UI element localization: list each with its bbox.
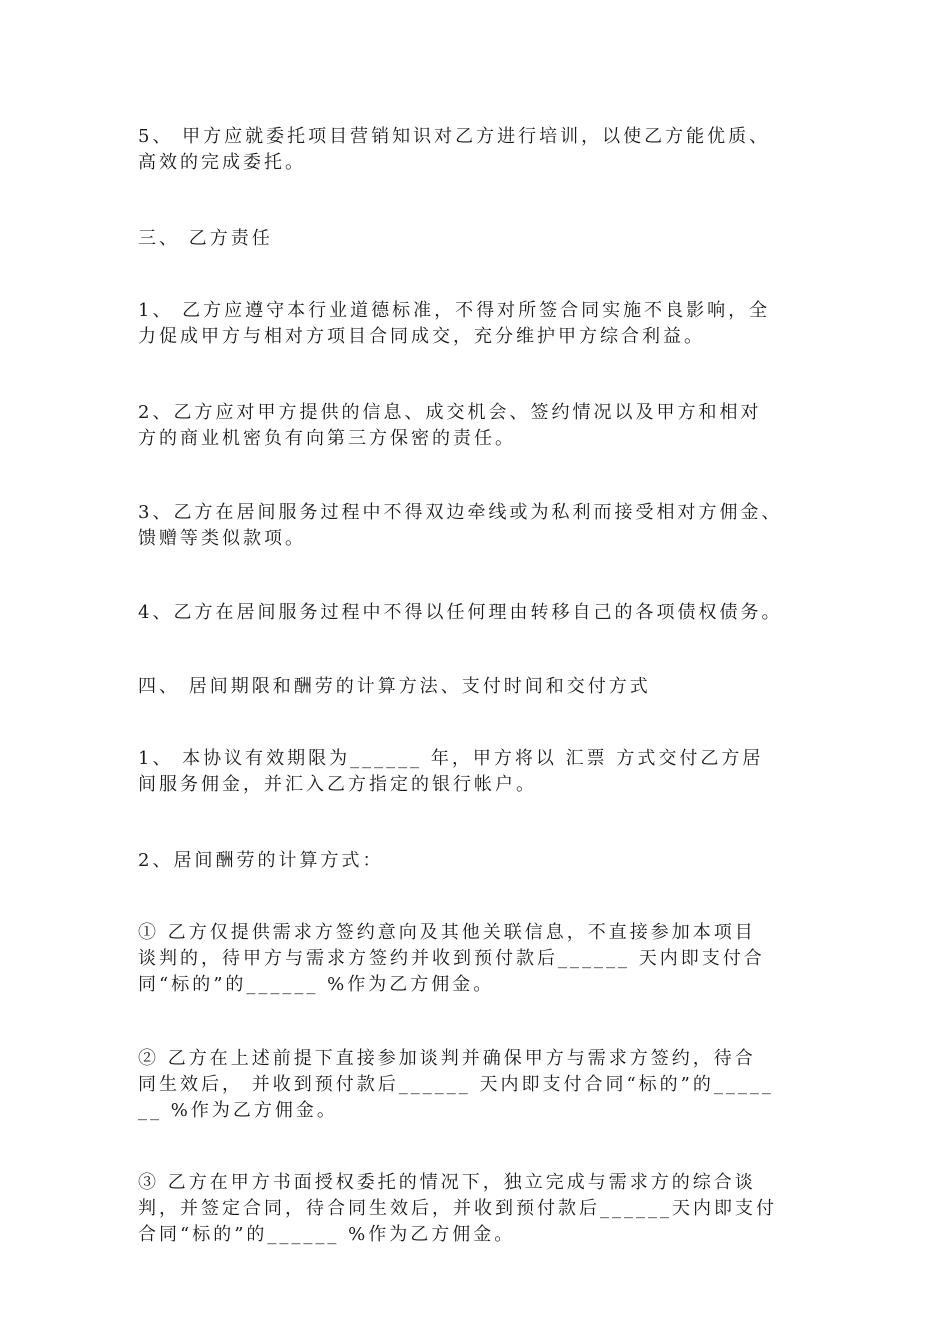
paragraph-option-3: [138, 1170, 828, 1248]
text-line: 馈赠等类似款项。: [138, 528, 306, 549]
text-line: 1、 乙方应遵守本行业道德标准，不得对所签合同实施不良影响，全: [138, 300, 771, 321]
text-line: 判，并签定合同，待合同生效后，并收到预付款后______天内即支付: [138, 1198, 777, 1219]
paragraph-validity: [138, 746, 828, 798]
text-line: 2、居间酬劳的计算方式：: [138, 850, 384, 871]
paragraph-confidentiality: [138, 400, 828, 452]
text-line: ③ 乙方在甲方书面授权委托的情况下，独立完成与需求方的综合谈: [138, 1172, 756, 1193]
text-line: __ %作为乙方佣金。: [138, 1100, 338, 1121]
paragraph-debts: [138, 600, 828, 626]
section-heading-term-and-payment: [138, 674, 828, 700]
text-line: 5、 甲方应就委托项目营销知识对乙方进行培训，以使乙方能优质、: [138, 126, 771, 147]
paragraph-option-2: [138, 1046, 828, 1124]
text-line: 4、乙方在居间服务过程中不得以任何理由转移自己的各项债权债务。: [138, 602, 783, 623]
paragraph-option-1: [138, 920, 828, 998]
text-line: ② 乙方在上述前提下直接参加谈判并确保甲方与需求方签约，待合: [138, 1048, 756, 1069]
text-line: ① 乙方仅提供需求方签约意向及其他关联信息，不直接参加本项目: [138, 922, 756, 943]
text-line: 2、乙方应对甲方提供的信息、成交机会、签约情况以及甲方和相对: [138, 402, 762, 423]
paragraph-training: [138, 124, 828, 176]
paragraph-ethics: [138, 298, 828, 350]
text-line: 力促成甲方与相对方项目合同成交，充分维护甲方综合利益。: [138, 326, 705, 347]
text-line: 同生效后， 并收到预付款后______ 天内即支付合同“标的”的_____: [138, 1074, 774, 1095]
text-line: 高效的完成委托。: [138, 152, 306, 173]
text-line: 3、乙方在居间服务过程中不得双边牵线或为私利而接受相对方佣金、: [138, 502, 783, 523]
text-line: 谈判的，待甲方与需求方签约并收到预付款后______ 天内即支付合: [138, 948, 765, 969]
text-line: 1、 本协议有效期限为______ 年，甲方将以 汇票 方式交付乙方居: [138, 748, 764, 769]
text-line: 合同“标的”的______ %作为乙方佣金。: [138, 1224, 516, 1245]
paragraph-no-commissions: [138, 500, 828, 552]
text-line: 同“标的”的______ %作为乙方佣金。: [138, 974, 495, 995]
text-line: 三、 乙方责任: [138, 228, 273, 249]
text-line: 方的商业机密负有向第三方保密的责任。: [138, 428, 516, 449]
section-heading-party-b-duties: [138, 226, 828, 252]
paragraph-fee-calculation: [138, 848, 828, 874]
text-line: 间服务佣金，并汇入乙方指定的银行帐户。: [138, 774, 537, 795]
text-line: 四、 居间期限和酬劳的计算方法、支付时间和交付方式: [138, 676, 651, 697]
